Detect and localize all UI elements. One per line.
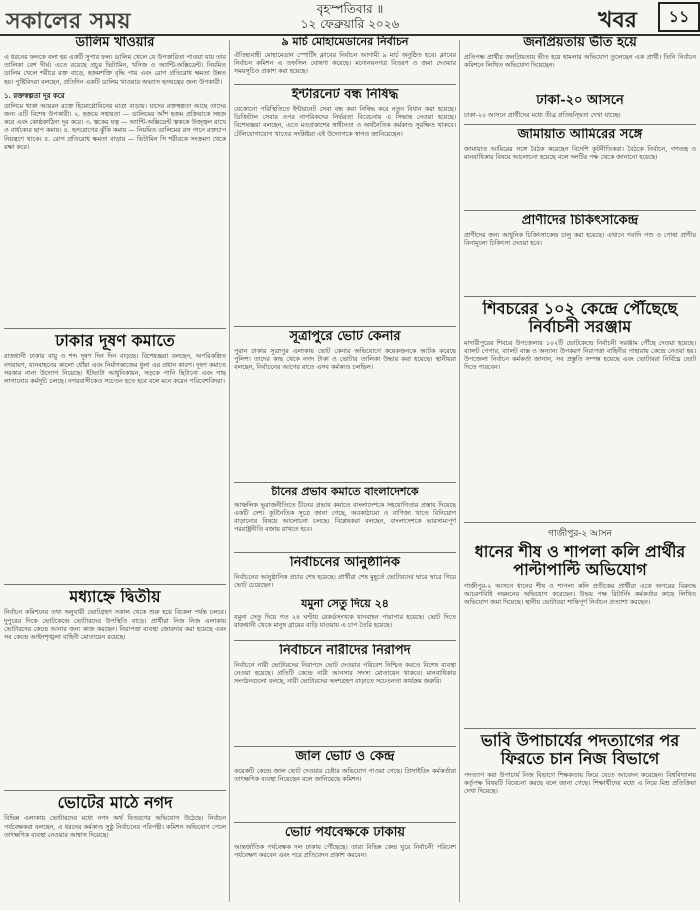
- headline: জনপ্রিয়তায় ভীত হয়ে: [523, 36, 637, 50]
- newspaper-logo: সকালের সময়: [6, 8, 132, 34]
- headline: শিবচরের ১০২ কেন্দ্রে পৌঁছেছে নির্বাচনী সরঞ্জাম: [482, 300, 678, 337]
- article-body: এ ধরনের ফলকে বলা হয় একটি সুপার ফল। ডালিম খেলে যে উপকারিতা পাওয়া যায় তার তালিকা বেশ দীর্ঘ। এতে রয়েছে প্রচুর ভিটামিন, খনিজ ও অ্যান্টি-অক্সিডেন্ট। নিয়মিত ডালিম খেলে শরীরে রক্ত বাড়ে, হজমশক্তি বৃদ্ধি পায় এবং রোগ প্রতিরোধ ক্ষমতা উন্নত হয়। পুষ্টিবিদরা বলছেন, প্রতিদিন একটি ডালিম খাওয়ার অভ্যাস হৃদযন্ত্রের জন্য উপকারী।: [4, 53, 226, 86]
- divider: [234, 552, 456, 553]
- headline: ৯ মার্চ মোহামেডানের নির্বাচন: [281, 36, 409, 48]
- headline: চীনের প্রভাব কমাতে বাংলাদেশকে: [271, 486, 419, 498]
- headline: নির্বাচনের আনুষ্ঠানিক: [290, 556, 400, 570]
- article-body: বিভিন্ন এলাকায় ভোটারদের মধ্যে নগদ অর্থ বিতরণের অভিযোগ উঠেছে। নির্বাচন পর্যবেক্ষকরা বলছেন, এ ধরনের কর্মকাণ্ড সুষ্ঠু নির্বাচনের পরিপন্থী। কমিশন অভিযোগ পেলে তাৎক্ষণিক ব্যবস্থা নেওয়ার আশ্বাস দিয়েছে।: [4, 815, 226, 839]
- headline: মধ্যাহ্নে দ্বিতীয়: [69, 588, 161, 606]
- headline: যমুনা সেতু দিয়ে ২৪: [301, 598, 389, 610]
- article-body: গাজীপুর-২ আসনে ধানের শীষ ও শাপলা কলি প্রতীকের প্রার্থীরা একে অপরের বিরুদ্ধে আচরণবিধি লঙ্ঘনের অভিযোগ করেছেন। উভয় পক্ষ রিটার্নিং কর্মকর্তার কাছে লিখিত অভিযোগ জমা দিয়েছে। স্থানীয় ভোটাররা শান্তিপূর্ণ নির্বাচন প্রত্যাশা করছেন।: [464, 582, 696, 607]
- column-divider: [229, 40, 230, 902]
- headline: ইন্টারনেট বন্ধ নিষিদ্ধ: [291, 88, 399, 102]
- article-dalim: [4, 36, 226, 326]
- divider: [464, 728, 696, 729]
- article-body: যেকোনো পরিস্থিতিতে ইন্টারনেট সেবা বন্ধ করা নিষিদ্ধ করে নতুন বিধান করা হয়েছে। ডিজিটাল সেবার ওপর নাগরিকদের নির্ভরতা বিবেচনায় এ সিদ্ধান্ত নেওয়া হয়েছে। বিশেষজ্ঞরা বলছেন, এতে মতপ্রকাশের স্বাধীনতা ও অর্থনৈতিক কর্মকাণ্ড সুরক্ষিত থাকবে। টেলিযোগাযোগ খাতের সংশ্লিষ্টরা এই উদ্যোগকে স্বাগত জানিয়েছেন।: [234, 105, 456, 138]
- article-public-interest: [464, 36, 696, 92]
- headline: ভাবি উপাচার্যের পদত্যাগের পর ফিরতে চান নিজ বিভাগে: [480, 732, 680, 769]
- article-shibchar: [464, 300, 696, 520]
- headline: ভোটের মাঠে নগদ: [57, 794, 173, 812]
- article-body: নির্বাচনের আনুষ্ঠানিক প্রচার শেষ হয়েছে। প্রার্থীরা শেষ মুহূর্তে ভোটারদের দ্বারে দ্বারে গিয়ে ভোট চেয়েছেন।: [234, 573, 456, 590]
- article-body: মাদারীপুরের শিবচর উপজেলার ১০২টি ভোটকেন্দ্রে নির্বাচনী সরঞ্জাম পৌঁছে দেওয়া হয়েছে। ব্যালট পেপার, ব্যালট বাক্স ও অন্যান্য উপকরণ নিরাপত্তা বাহিনীর পাহারায় কেন্দ্রে নেওয়া হয়। উপজেলা নির্বাচন কর্মকর্তা জানান, সব প্রস্তুতি সম্পন্ন হয়েছে এবং ভোটাররা নির্বিঘ্নে ভোট দিতে পারবেন।: [464, 339, 696, 372]
- article-vc: [464, 732, 696, 906]
- article-internet: [234, 88, 456, 324]
- divider: [234, 326, 456, 327]
- article-observers: [234, 826, 456, 906]
- headline: নির্বাচনে নারীদের নিরাপদ: [279, 644, 411, 658]
- article-body: আন্তর্জাতিক পর্যবেক্ষক দল ঢাকায় পৌঁছেছে। তারা বিভিন্ন কেন্দ্র ঘুরে নির্বাচনী পরিবেশ পর্যবেক্ষণ করবেন এবং পরে প্রতিবেদন প্রকাশ করবেন।: [234, 843, 456, 860]
- column-3: [464, 36, 696, 906]
- headline: প্রাণীদের চিকিৎসাকেন্দ্র: [521, 214, 639, 228]
- article-body: আঞ্চলিক ভূরাজনীতিতে চীনের প্রভাব কমাতে বাংলাদেশকে সহযোগিতার প্রস্তাব দিয়েছে একটি দেশ। কূটনৈতিক সূত্রে জানা গেছে, অবকাঠামো ও বাণিজ্য খাতে বিনিয়োগ বাড়ানোর বিষয়ে আলোচনা চলছে। বিশ্লেষকরা বলছেন, বাংলাদেশকে ভারসাম্যপূর্ণ পররাষ্ট্রনীতি বজায় রাখতে হবে।: [234, 501, 456, 534]
- article-gazipur: [464, 526, 696, 726]
- headline: সূত্রাপুরে ভোট কেনার: [289, 330, 401, 344]
- article-dhaka-pollution: [4, 332, 226, 582]
- section-label: খবর: [598, 7, 637, 33]
- divider: [464, 124, 696, 125]
- headline: ধানের শীষ ও শাপলা কলি প্রার্থীর পাল্টাপাল্টি অভিযোগ: [474, 542, 686, 580]
- article-china: [234, 486, 456, 550]
- article-body: প্রতিপক্ষ প্রার্থীর জনপ্রিয়তায় ভীত হয়ে হামলার অভিযোগ তুলেছেন এক প্রার্থী। তিনি নির্বাচন কমিশনে লিখিত অভিযোগ দিয়েছেন।: [464, 53, 696, 70]
- date-line: ১২ ফেব্রুয়ারি ২০২৬: [300, 17, 400, 31]
- article-fake-vote: [234, 750, 456, 820]
- article-body: পুরান ঢাকার সূত্রাপুর এলাকায় ভোট কেনার অভিযোগে কয়েকজনকে আটক করেছে পুলিশ। তাদের কাছ থেকে নগদ টাকা ও ভোটার তালিকা উদ্ধার করা হয়েছে। স্থানীয়রা বলছেন, নির্বাচনের আগের রাতে এসব কর্মকাণ্ড চলছিল।: [234, 347, 456, 372]
- divider: [234, 84, 456, 85]
- article-body: নির্বাচনে নারী ভোটারদের নিরাপদে ভোট দেওয়ার পরিবেশ নিশ্চিত করতে বিশেষ ব্যবস্থা নেওয়া হয়েছে। প্রতিটি কেন্দ্রে নারী আনসার সদস্য মোতায়েন থাকবে। মানবাধিকার সংগঠনগুলো বলছে, নারী ভোটারদের অংশগ্রহণ বাড়াতে সচেতনতা কার্যক্রম জরুরি।: [234, 661, 456, 686]
- article-women-safety: [234, 644, 456, 744]
- divider: [234, 746, 456, 747]
- article-sutrapur: [234, 330, 456, 480]
- article-dhaka20: [464, 94, 696, 122]
- article-body: ডালিমে থাকা আয়রন রক্তে হিমোগ্লোবিনের মাত্রা বাড়ায়। যাদের রক্তস্বল্পতা আছে তাদের জন্য এটি বিশেষ উপকারী। ২. হজমে সহায়তা — ডালিমের আঁশ হজম প্রক্রিয়াকে সহজ করে এবং কোষ্ঠকাঠিন্য দূর করে। ৩. ত্বকের যত্ন — অ্যান্টি-অক্সিডেন্ট ত্বককে উজ্জ্বল রাখে ও বার্ধক্যের ছাপ কমায়। ৪. হৃদরোগের ঝুঁকি কমায় — নিয়মিত ডালিমের রস পানে রক্তচাপ নিয়ন্ত্রণে থাকে। ৫. রোগ প্রতিরোধ ক্ষমতা বাড়ায় — ভিটামিন সি শরীরকে সংক্রমণ থেকে রক্ষা করে।: [4, 102, 226, 151]
- article-jamuna: [234, 598, 456, 638]
- divider: [464, 522, 696, 523]
- divider: [464, 210, 696, 211]
- divider: [234, 482, 456, 483]
- article-body: যমুনা সেতু দিয়ে গত ২৪ ঘণ্টায় রেকর্ডসংখ্যক যানবাহন পারাপার হয়েছে। ভোট দিতে রাজধানী থেকে মানুষ গ্রামের বাড়ি যাওয়ায় এ চাপ তৈরি হয়েছে।: [234, 613, 456, 629]
- column-divider: [459, 40, 460, 902]
- article-mohammedan: [234, 36, 456, 82]
- article-body: নির্বাচন কমিশনের তথ্য অনুযায়ী ভোটগ্রহণ সকাল থেকে শুরু হয়ে বিকেল পর্যন্ত চলবে। দুপুরের দিকে ভোটকেন্দ্রে ভোটারদের উপস্থিতি বাড়ে। প্রার্থীরা নিজ নিজ এলাকায় ভোটারদের কেন্দ্রে আনার জন্য কাজ করছেন। নিরাপত্তা ব্যবস্থা জোরদার করা হয়েছে এবং সব কেন্দ্রে আইনশৃঙ্খলা বাহিনী মোতায়েন রয়েছে।: [4, 609, 226, 641]
- article-jamaat: [464, 128, 696, 208]
- page-number: ১১: [658, 2, 700, 32]
- kicker: গাজীপুর-২ আসন: [548, 529, 612, 539]
- article-vote-cash: [4, 794, 226, 904]
- issue-date: [250, 2, 450, 32]
- article-second: [4, 588, 226, 788]
- article-clinic: [464, 214, 696, 294]
- section-box: [598, 0, 700, 32]
- subhead: ১. রক্তস্বল্পতা দূর করে: [4, 90, 65, 100]
- headline: ঢাকা-২০ আসনে: [536, 94, 624, 108]
- divider: [464, 296, 696, 297]
- article-body: কয়েকটি কেন্দ্রে জাল ভোট দেওয়ার চেষ্টার অভিযোগ পাওয়া গেছে। প্রিসাইডিং কর্মকর্তারা তাৎক্ষণিক ব্যবস্থা নিয়েছেন বলে জানিয়েছে কমিশন।: [234, 767, 456, 784]
- article-body: ঐতিহ্যবাহী মোহামেডান স্পোর্টিং ক্লাবের নির্বাচন আগামী ৯ মার্চ অনুষ্ঠিত হবে। ক্লাবের নির্বাচন কমিশন এ তফসিল ঘোষণা করেছে। মনোনয়নপত্র বিতরণ ও জমা দেওয়ার সময়সূচিও প্রকাশ করা হয়েছে।: [234, 51, 456, 76]
- article-body: প্রাণীদের জন্য আধুনিক চিকিৎসাকেন্দ্র চালু করা হয়েছে। এখানে গবাদি পশু ও পোষা প্রাণীর বিনামূল্যে চিকিৎসা দেওয়া হবে।: [464, 231, 696, 248]
- article-body: ঢাকা-২০ আসনে প্রার্থীদের মধ্যে তীব্র প্রতিদ্বন্দ্বিতা দেখা যাচ্ছে।: [464, 111, 621, 119]
- headline: জাল ভোট ও কেন্দ্র: [295, 750, 395, 764]
- masthead: [0, 0, 700, 36]
- headline: ভোট পর্যবেক্ষকে ঢাকায়: [284, 826, 406, 840]
- article-body: রাজধানী ঢাকার বায়ু ও শব্দ দূষণ দিন দিন বাড়ছে। বিশেষজ্ঞরা বলছেন, অপরিকল্পিত নগরায়ণ, যানবাহনের কালো ধোঁয়া এবং নির্মাণকাজের ধুলা এর প্রধান কারণ। দূষণ কমাতে সরকার নানা উদ্যোগ নিয়েছে। ইটভাটা আধুনিকায়ন, সড়কে পানি ছিটানো এবং গাছ লাগানোর কর্মসূচি চলছে। নগরবাসীকেও সচেতন হতে হবে বলে মনে করেন পরিবেশবিদরা।: [4, 353, 226, 385]
- headline: ঢাকার দূষণ কমাতে: [55, 332, 175, 350]
- day-line: বৃহস্পতিবার ॥: [316, 2, 384, 16]
- divider: [234, 640, 456, 641]
- article-body: জামায়াত আমিরের সঙ্গে বৈঠক করেছেন বিদেশি কূটনীতিকরা। বৈঠকে নির্বাচন, গণতন্ত্র ও মানবাধিকার বিষয়ে আলোচনা হয়েছে বলে দলটির পক্ষ থেকে জানানো হয়েছে।: [464, 145, 696, 162]
- column-2: [234, 36, 456, 906]
- divider: [4, 328, 226, 329]
- divider: [4, 584, 226, 585]
- divider: [4, 790, 226, 791]
- headline: জামায়াত আমিরের সঙ্গে: [517, 128, 643, 142]
- column-1: [4, 36, 226, 906]
- article-body: পদত্যাগ করা উপাচার্য নিজ বিভাগে শিক্ষকতায় ফিরে যেতে আবেদন করেছেন। বিশ্ববিদ্যালয় কর্তৃপক্ষ বিষয়টি বিবেচনা করছে বলে জানা গেছে। শিক্ষার্থীদের মধ্যে এ নিয়ে মিশ্র প্রতিক্রিয়া দেখা দিয়েছে।: [464, 771, 696, 796]
- headline: ডালিম খাওয়ার: [75, 36, 155, 50]
- article-arithmetic: [234, 556, 456, 596]
- divider: [234, 822, 456, 823]
